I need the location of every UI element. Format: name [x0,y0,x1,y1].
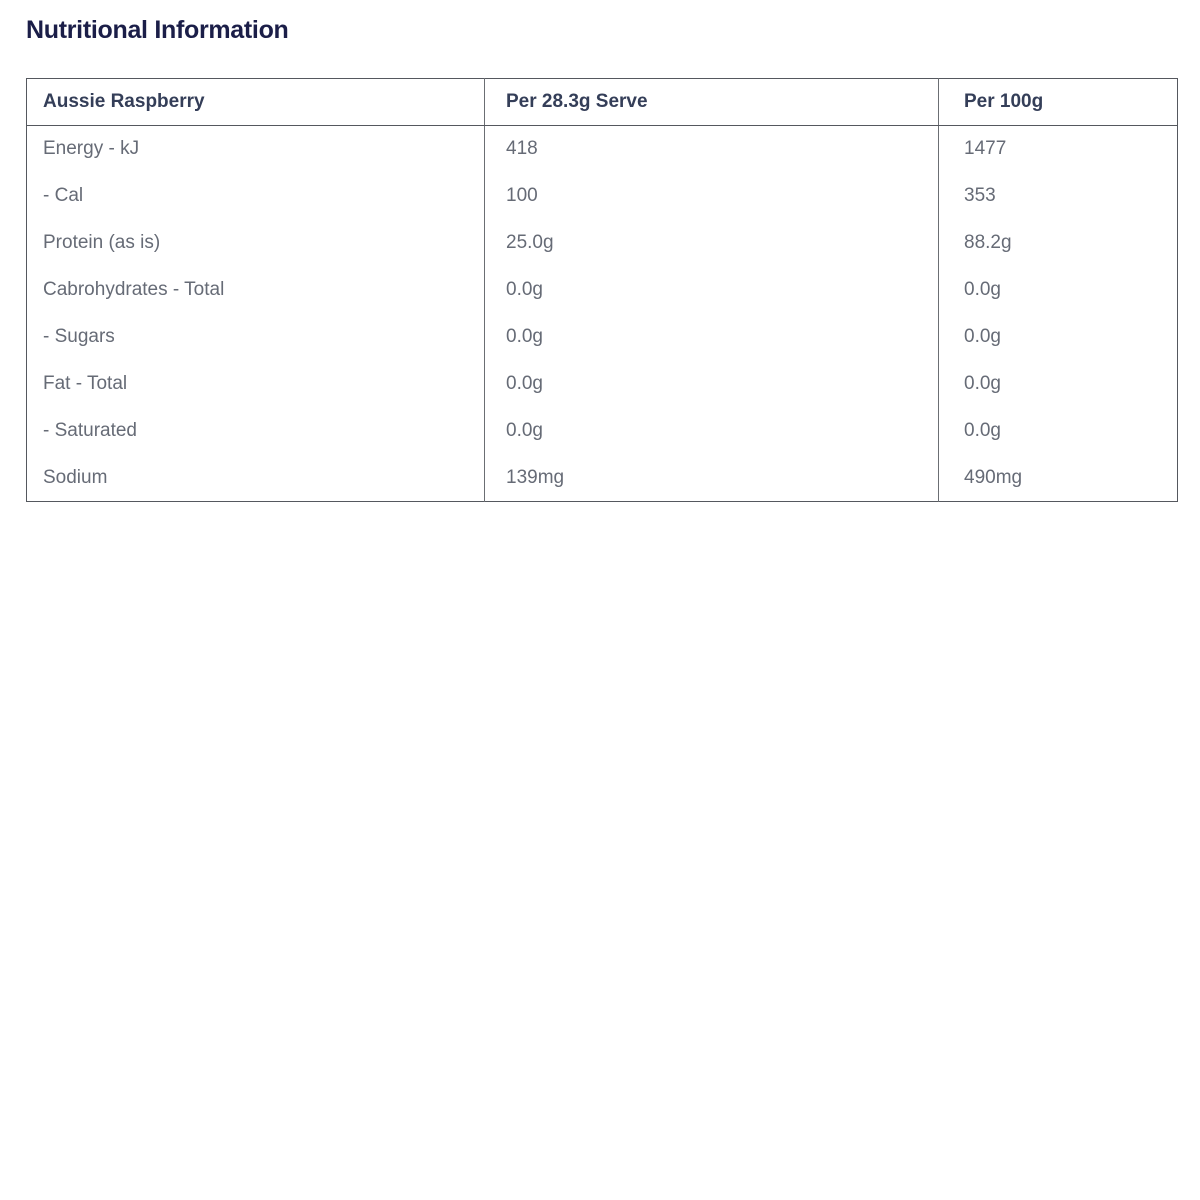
row-label: - Saturated [43,420,137,441]
table-row [27,267,1178,314]
page-title: Nutritional Information [26,16,289,44]
row-per-serve: 0.0g [485,267,939,314]
table-row [27,126,1178,173]
table-row [27,314,1178,361]
table-row [27,173,1178,220]
row-per-serve: 139mg [485,455,939,502]
header-per-100g: Per 100g [939,79,1178,126]
row-label: Fat - Total [43,373,128,394]
row-per-serve: 0.0g [485,361,939,408]
row-per-100g: 0.0g [939,267,1178,314]
header-per-serve: Per 28.3g Serve [485,79,939,126]
table-row [27,408,1178,455]
header-flavour: Aussie Raspberry [27,79,485,126]
row-per-100g: 0.0g [939,361,1178,408]
row-per-serve: 0.0g [485,408,939,455]
nutrition-table [26,78,1178,502]
row-label: Cabrohydrates - Total [43,279,225,300]
row-label: Sodium [43,466,108,488]
row-per-100g: 0.0g [939,314,1178,361]
row-per-100g: 88.2g [939,220,1178,267]
row-per-100g: 490mg [939,455,1178,502]
row-label: Energy - kJ [43,138,140,160]
row-per-100g: 1477 [939,126,1178,173]
table-row [27,455,1178,502]
row-per-serve: 25.0g [485,220,939,267]
table-header-row [27,79,1178,126]
row-per-serve: 0.0g [485,314,939,361]
row-label: - Cal [43,185,84,206]
row-per-100g: 353 [939,173,1178,220]
row-label: Protein (as is) [43,232,161,253]
row-per-serve: 100 [485,173,939,220]
row-per-100g: 0.0g [939,408,1178,455]
table-row [27,361,1178,408]
row-label: - Sugars [43,326,115,347]
row-per-serve: 418 [485,126,939,173]
table-row [27,220,1178,267]
